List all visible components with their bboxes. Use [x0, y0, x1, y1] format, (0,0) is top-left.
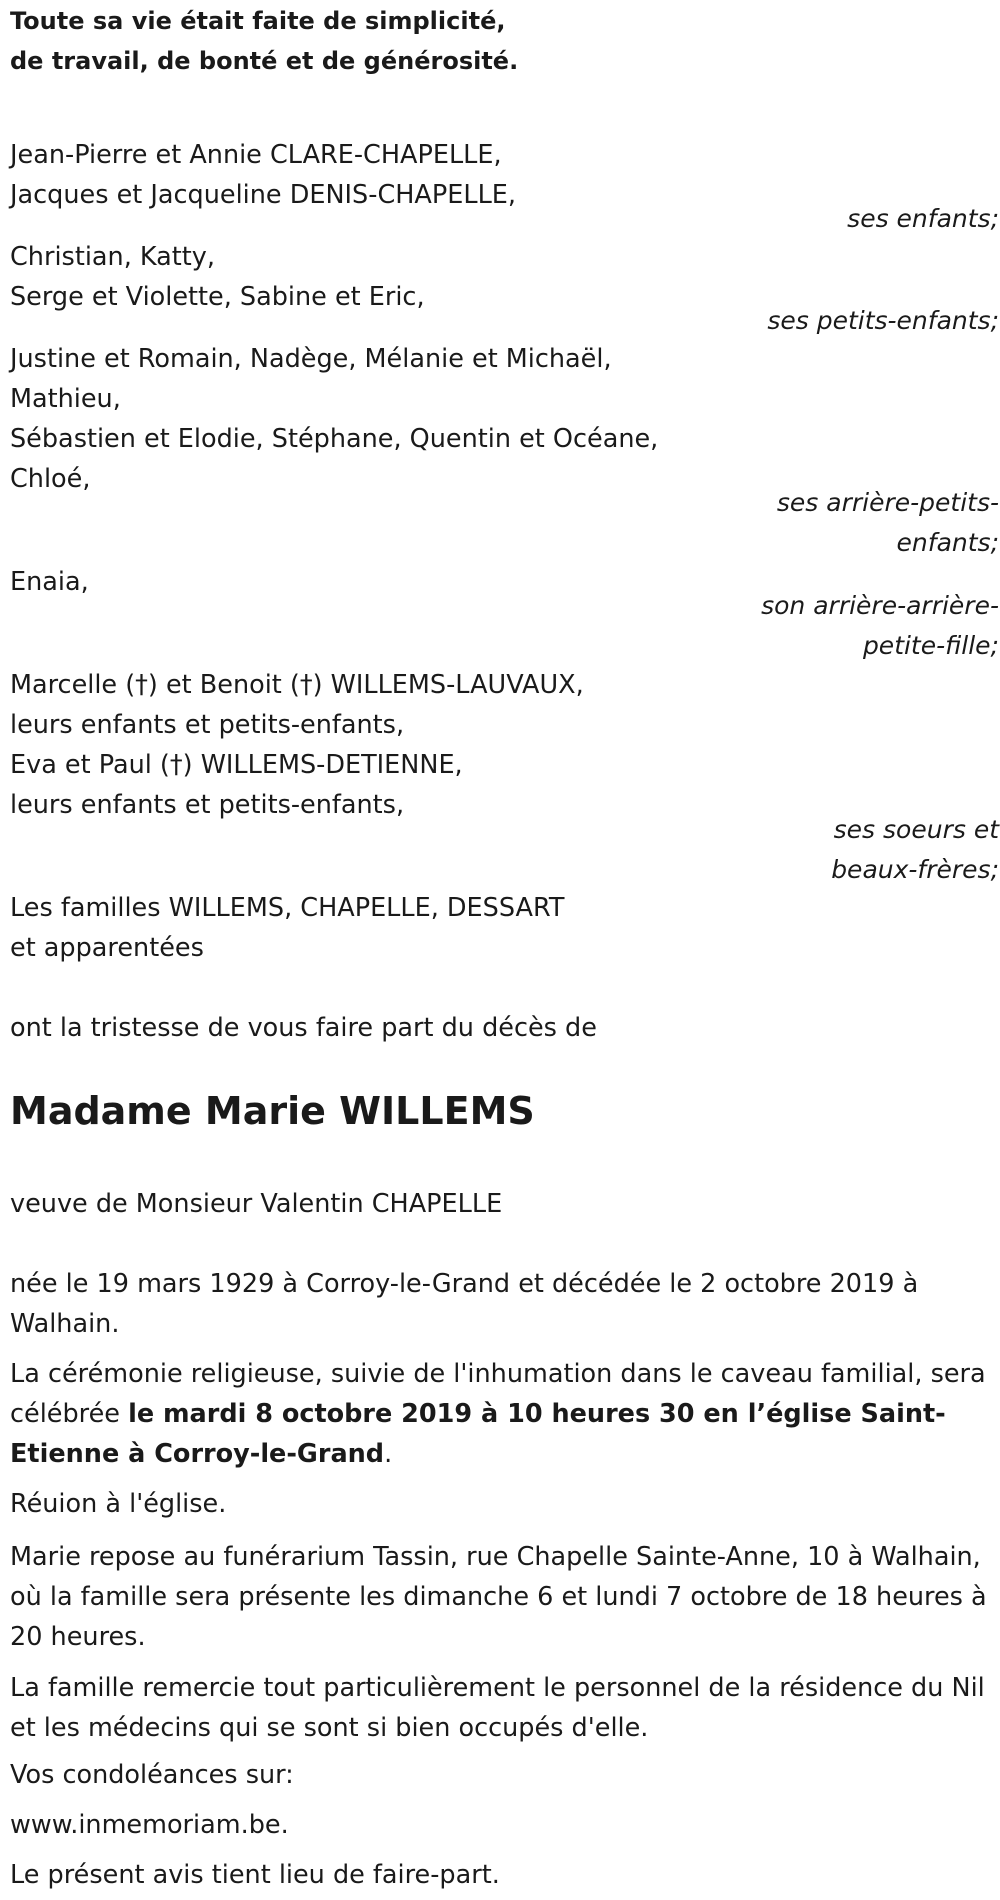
deceased-name: Madame Marie WILLEMS — [10, 1089, 535, 1133]
quote-line-1: Toute sa vie était faite de simplicité, — [10, 7, 506, 35]
children-name: Jean-Pierre et Annie CLARE-CHAPELLE, — [10, 140, 502, 170]
relation-great-great-1: son arrière-arrière- — [761, 591, 999, 620]
great-grandchildren-name: Mathieu, — [10, 384, 121, 414]
relation-siblings-2: beaux-frères; — [831, 855, 999, 884]
grandchildren-name: Serge et Violette, Sabine et Eric, — [10, 282, 425, 312]
relation-great-grandchildren-1: ses arrière-petits- — [776, 488, 999, 517]
grandchildren-name: Christian, Katty, — [10, 242, 215, 272]
siblings-name: leurs enfants et petits-enfants, — [10, 790, 405, 820]
ceremony-paragraph — [10, 1354, 995, 1474]
ceremony-details: le mardi 8 octobre 2019 à 10 heures 30 en l’église Saint-Etienne à Corroy-le-Grand — [10, 1399, 946, 1469]
siblings-name: Marcelle (†) et Benoit (†) WILLEMS-LAUVAUX, — [10, 670, 584, 700]
widow-of: veuve de Monsieur Valentin CHAPELLE — [10, 1189, 503, 1219]
siblings-name: Eva et Paul (†) WILLEMS-DETIENNE, — [10, 750, 463, 780]
website-link[interactable]: www.inmemoriam.be. — [10, 1810, 289, 1840]
families-line: et apparentées — [10, 933, 204, 963]
birth-death-paragraph: née le 19 mars 1929 à Corroy-le-Grand et décédée le 2 octobre 2019 à Walhain. — [10, 1269, 919, 1339]
ceremony-end: . — [384, 1439, 393, 1469]
great-grandchildren-name: Chloé, — [10, 464, 91, 494]
families-line: Les familles WILLEMS, CHAPELLE, DESSART — [10, 893, 565, 923]
ceremony-intro: La cérémonie religieuse, suivie de l'inhumation dans le caveau familial, sera célébrée — [10, 1359, 986, 1429]
relation-great-great-2: petite-fille; — [862, 631, 999, 660]
relation-children: ses enfants; — [847, 204, 999, 233]
announcement: ont la tristesse de vous faire part du décès de — [10, 1013, 597, 1043]
great-grandchildren-name: Sébastien et Elodie, Stéphane, Quentin et Océane, — [10, 424, 659, 454]
funerarium-paragraph: Marie repose au funérarium Tassin, rue Chapelle Sainte-Anne, 10 à Walhain, où la famille sera présente les dimanche 6 et lundi 7 octobre de 18 heures à 20 heures. — [10, 1542, 987, 1652]
relation-grandchildren: ses petits-enfants; — [767, 306, 999, 335]
children-name: Jacques et Jacqueline DENIS-CHAPELLE, — [10, 180, 516, 210]
siblings-name: leurs enfants et petits-enfants, — [10, 710, 405, 740]
notice-line: Le présent avis tient lieu de faire-part. — [10, 1860, 500, 1890]
great-great-granddaughter-name: Enaia, — [10, 567, 89, 597]
thanks-paragraph: La famille remercie tout particulièrement le personnel de la résidence du Nil et les médecins qui se sont si bien occupés d'elle. — [10, 1673, 985, 1743]
relation-siblings-1: ses soeurs et — [833, 815, 999, 844]
quote-line-2: de travail, de bonté et de générosité. — [10, 47, 519, 75]
gathering-note: Réuion à l'église. — [10, 1489, 227, 1519]
condolences-label: Vos condoléances sur: — [10, 1760, 294, 1790]
relation-great-grandchildren-2: enfants; — [896, 528, 999, 557]
great-grandchildren-name: Justine et Romain, Nadège, Mélanie et Michaël, — [10, 344, 612, 374]
